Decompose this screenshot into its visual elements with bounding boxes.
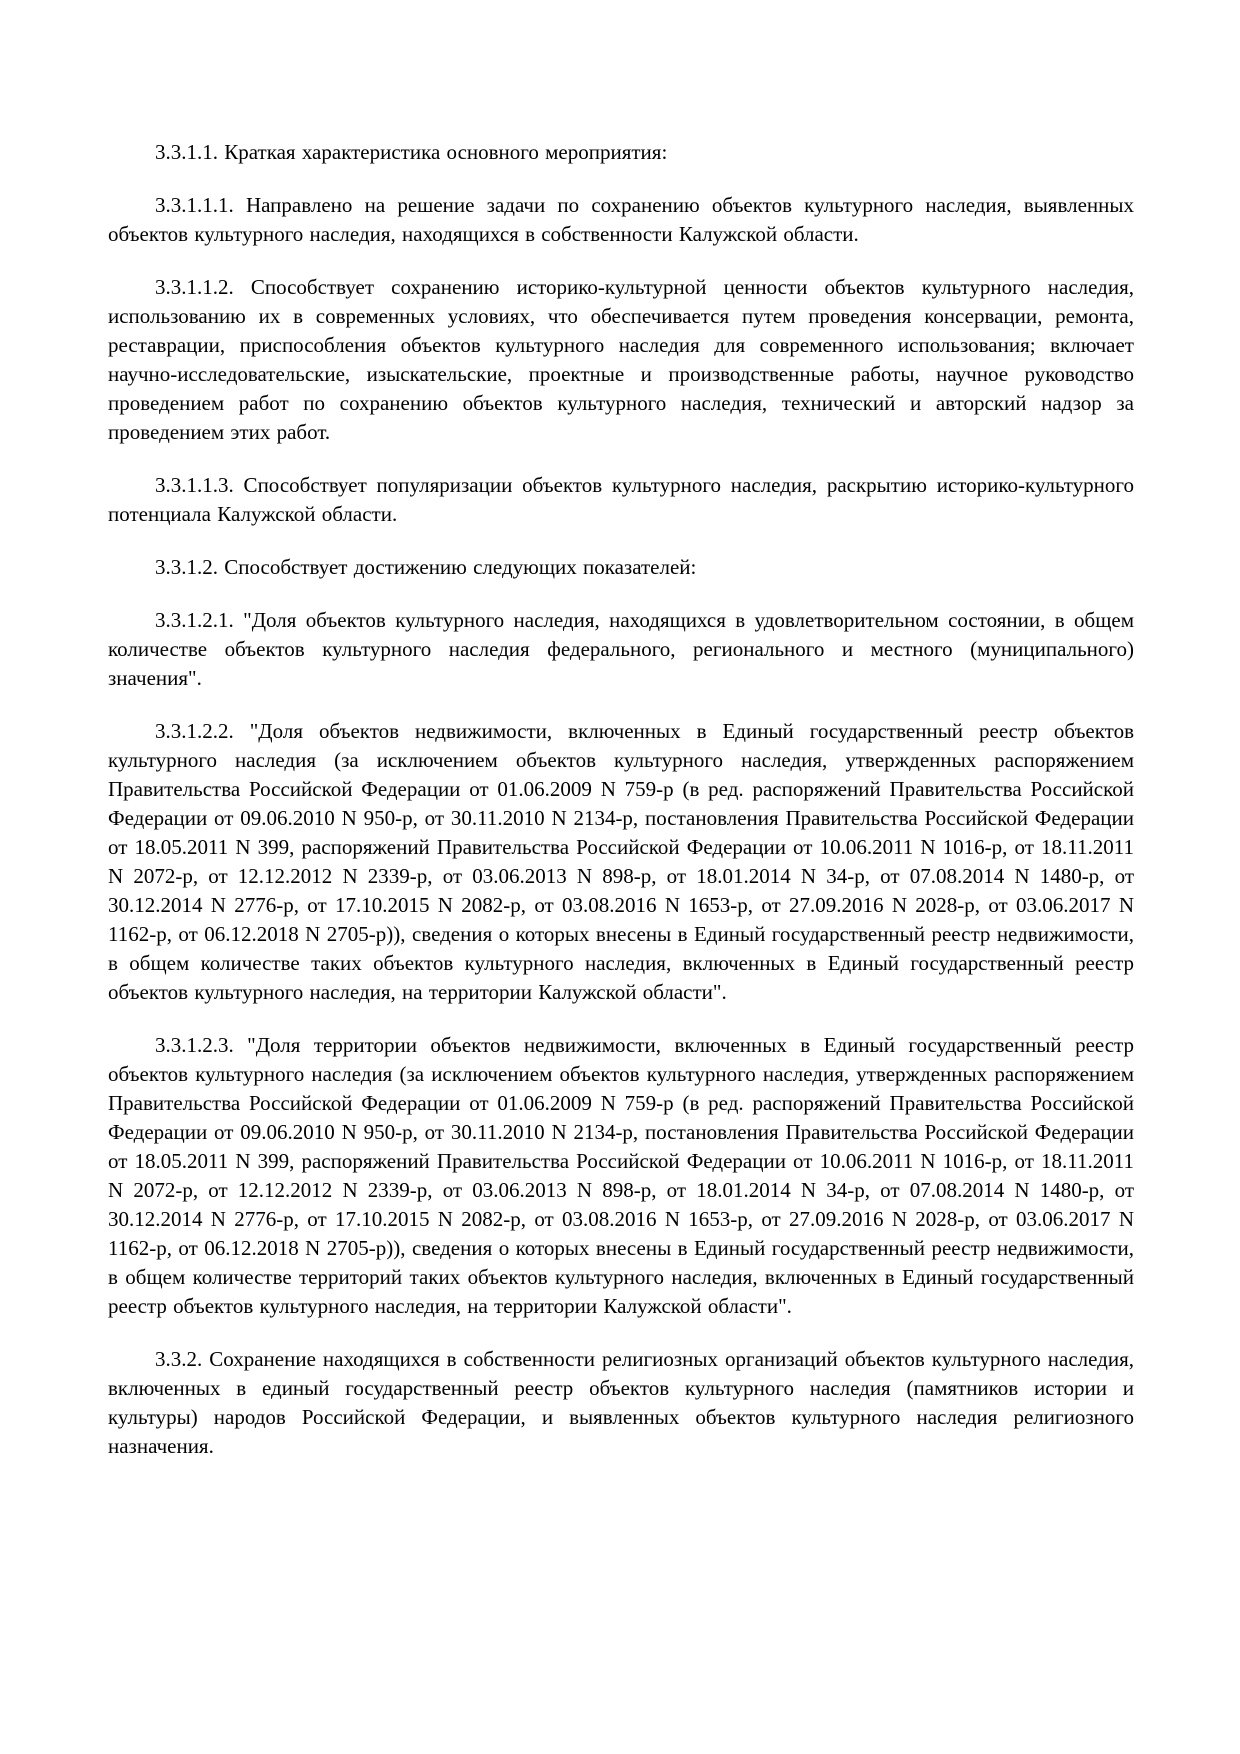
paragraph-3-3-1-1: 3.3.1.1. Краткая характеристика основного мероприятия: xyxy=(155,140,668,164)
paragraph-3-3-1-2-3: 3.3.1.2.3. "Доля территории объектов недвижимости, включенных в Единый государственный реестр объектов культурного наследия (за исключением объектов культурного наследия, утвержденных распоряжением Правительства Российской Федерации от 01.06.2009 N 759-р (в ред. распоряжений Правительства Российской Федерации от 09.06.2010 N 950-р, от 30.11.2010 N 2134-р, постановления Правительства Российской Федерации от 18.05.2011 N 399, распоряжений Правительства Российской Федерации от 10.06.2011 N 1016-р, от 18.11.2011 N 2072-р, от 12.12.2012 N 2339-р, от 03.06.2013 N 898-р, от 18.01.2014 N 34-р, от 07.08.2014 N 1480-р, от 30.12.2014 N 2776-р, от 17.10.2015 N 2082-р, от 03.08.2016 N 1653-р, от 27.09.2016 N 2028-р, от 03.06.2017 N 1162-р, от 06.12.2018 N 2705-р)), сведения о которых внесены в Единый государственный реестр недвижимости, в общем количестве территорий таких объектов культурного наследия, включенных в Единый государственный реестр объектов культурного наследия, на территории Калужской области". xyxy=(108,1033,1134,1318)
paragraph-3-3-1-1-2: 3.3.1.1.2. Способствует сохранению историко-культурной ценности объектов культурного наследия, использованию их в современных условиях, что обеспечивается путем проведения консервации, ремонта, реставрации, приспособления объектов культурного наследия для современного использования; включает научно-исследовательские, изыскательские, проектные и производственные работы, научное руководство проведением работ по сохранению объектов культурного наследия, технический и авторский надзор за проведением этих работ. xyxy=(108,275,1134,444)
paragraph-3-3-1-2-1: 3.3.1.2.1. "Доля объектов культурного наследия, находящихся в удовлетворительном состоянии, в общем количестве объектов культурного наследия федерального, регионального и местного (муниципального) значения". xyxy=(108,608,1134,690)
paragraph-3-3-1-1-1: 3.3.1.1.1. Направлено на решение задачи по сохранению объектов культурного наследия, выявленных объектов культурного наследия, находящихся в собственности Калужской области. xyxy=(108,193,1134,246)
paragraph-3-3-1-2-2: 3.3.1.2.2. "Доля объектов недвижимости, включенных в Единый государственный реестр объектов культурного наследия (за исключением объектов культурного наследия, утвержденных распоряжением Правительства Российской Федерации от 01.06.2009 N 759-р (в ред. распоряжений Правительства Российской Федерации от 09.06.2010 N 950-р, от 30.11.2010 N 2134-р, постановления Правительства Российской Федерации от 18.05.2011 N 399, распоряжений Правительства Российской Федерации от 10.06.2011 N 1016-р, от 18.11.2011 N 2072-р, от 12.12.2012 N 2339-р, от 03.06.2013 N 898-р, от 18.01.2014 N 34-р, от 07.08.2014 N 1480-р, от 30.12.2014 N 2776-р, от 17.10.2015 N 2082-р, от 03.08.2016 N 1653-р, от 27.09.2016 N 2028-р, от 03.06.2017 N 1162-р, от 06.12.2018 N 2705-р)), сведения о которых внесены в Единый государственный реестр недвижимости, в общем количестве таких объектов культурного наследия, включенных в Единый государственный реестр объектов культурного наследия, на территории Калужской области". xyxy=(108,719,1134,1004)
paragraph-3-3-2: 3.3.2. Сохранение находящихся в собственности религиозных организаций объектов культурного наследия, включенных в единый государственный реестр объектов культурного наследия (памятников истории и культуры) народов Российской Федерации, и выявленных объектов культурного наследия религиозного назначения. xyxy=(108,1347,1134,1458)
paragraph-3-3-1-2: 3.3.1.2. Способствует достижению следующих показателей: xyxy=(155,555,697,579)
paragraph-3-3-1-1-3: 3.3.1.1.3. Способствует популяризации объектов культурного наследия, раскрытию историко-культурного потенциала Калужской области. xyxy=(108,473,1134,526)
